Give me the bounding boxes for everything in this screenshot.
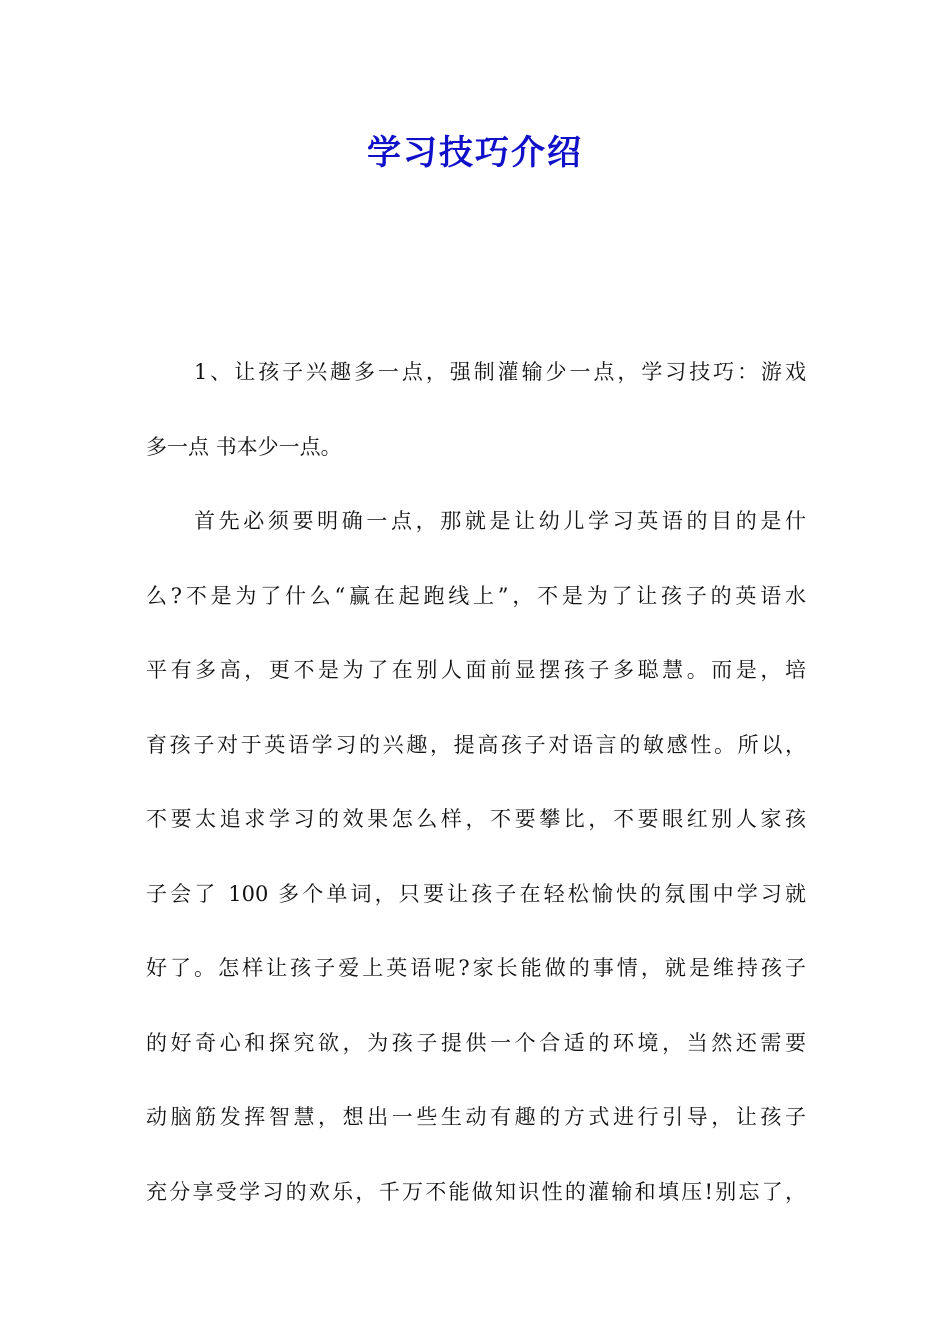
paragraph-2-line-7: 好了。怎样让孩子爱上英语呢?家长能做的事情，就是维持孩子 — [146, 956, 806, 980]
paragraph-2-line-3: 平有多高，更不是为了在别人面前显摆孩子多聪慧。而是，培 — [146, 658, 806, 682]
paragraph-2-line-5: 不要太追求学习的效果怎么样，不要攀比，不要眼红别人家孩 — [146, 807, 806, 831]
paragraph-2-line-6: 子会了 100 多个单词，只要让孩子在轻松愉快的氛围中学习就 — [146, 881, 806, 906]
paragraph-1-line-2: 多一点 书本少一点。 — [146, 434, 342, 459]
paragraph-2-line-4: 育孩子对于英语学习的兴趣，提高孩子对语言的敏感性。所以， — [146, 732, 806, 757]
paragraph-2-line-10: 充分享受学习的欢乐，千万不能做知识性的灌输和填压!别忘了， — [146, 1179, 806, 1204]
document-body — [146, 335, 806, 1229]
paragraph-2-line-9: 动脑筋发挥智慧，想出一些生动有趣的方式进行引导，让孩子 — [146, 1105, 806, 1129]
document-title: 学习技巧介绍 — [367, 133, 583, 173]
paragraph-1-line-1: 1、让孩子兴趣多一点，强制灌输少一点，学习技巧：游戏 — [194, 360, 806, 384]
paragraph-2-line-8: 的好奇心和探究欲，为孩子提供一个合适的环境，当然还需要 — [146, 1030, 806, 1055]
paragraph-2-line-2: 么?不是为了什么“赢在起跑线上”，不是为了让孩子的英语水 — [146, 583, 806, 608]
paragraph-2-line-1: 首先必须要明确一点，那就是让幼儿学习英语的目的是什 — [194, 509, 806, 533]
